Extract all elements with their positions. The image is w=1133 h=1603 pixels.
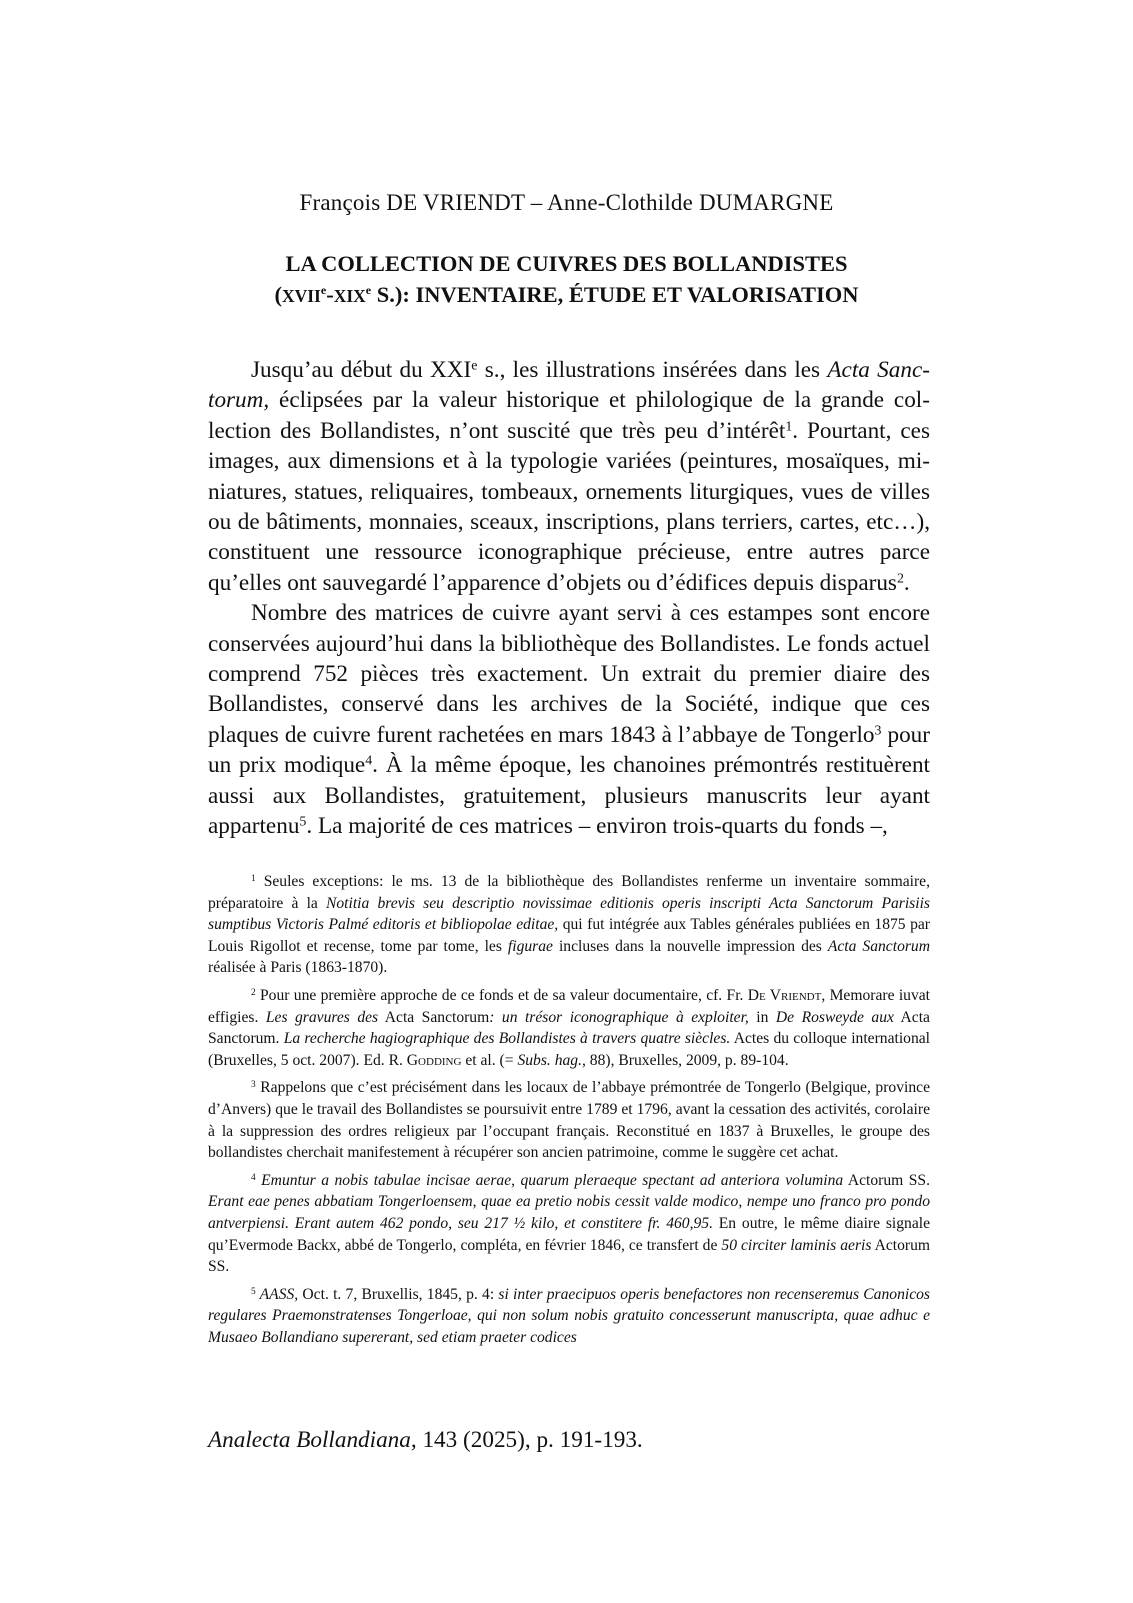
footnote-4: $^4$ Emuntur a nobis tabulae incisae aerae, quarum pleraeque spectant ad anteriora volumina Actorum SS. Erant eae penes abbatiam Tongerloensem, quae ea pretio nobis cessit valde modico, nempe uno franco pro pondo antverpiensi. Erant autem 462 pondo, seu 217 ½ kilo, et constitere fr. 460,95. En outre, le même diaire signale qu’Evermode Backx, abbé de Tongerlo, compléta, en février 1846, ce transfert de 50 circiter laminis aeris Actorum SS. [208,1171,930,1276]
footnote-3: $^3$ Rappelons que c’est précisément dans les locaux de l’abbaye prémontrée de Tongerlo (Belgique, province d’Anvers) que le travail des Bollandistes se poursuivit entre 1789 et 1796, avant la cessation des activités, corolaire à la suppression des ordres religieux par l’occupant français. Reconstitué en 1837 à Bruxelles, le groupe des bollandistes cherchait manifestement à récupérer son ancien patrimoine, comme le suggère cet achat. [208,1079,930,1162]
article-body [208,355,930,842]
footnote-ref-2[interactable]: 2 [896,571,904,587]
footnote-2: $^2$ Pour une première approche de ce fonds et de sa valeur documentaire, cf. Fr. De Vriendt, Memorare iuvat effigies. Les gravures des Acta Sanctorum: un trésor iconographique à exploiter, in De Rosweyde aux Acta Sanctorum. La recherche hagiographique des Bollandistes à travers quatre siècles. Actes du colloque international (Bruxelles, 5 oct. 2007). Ed. R. Godding et al. (= Subs. hag., 88), Bruxelles, 2009, p. 89-104. [208,986,931,1069]
journal-name: Analecta Bollandiana, [208,1427,417,1453]
journal-volume-pages: 143 (2025), p. 191-193. [416,1427,643,1453]
footnotes [208,871,930,1354]
footnote-ref-5[interactable]: 5 [299,814,307,830]
paragraph-2: Nombre des matrices de cuivre ayant servi à ces estampes sont encore conservées aujourd’hui dans la bibliothèque des Bollandistes. Le fonds actuel comprend 752 pièces très exactement. Un extrait du premier diaire des Bollandistes, conservé dans les archives de la Société, indique que ces plaques de cuivre furent rachetées en mars 1843 à l’abbaye de Tongerlo$^3$ pour un prix modique$^4$. À la même époque, les chanoines prémontrés restituèrent aussi aux Bollandistes, gratuitement, plusieurs manuscrits leur ayant appartenu$^5$. La majorité de ces matrices – environ trois-quarts du fonds –, [208,600,930,840]
journal-citation [208,1427,643,1454]
article-title [0,248,1133,312]
article-authors: François DE VRIENDT – Anne-Clothilde DUMARGNE [299,190,834,215]
footnote-ref-4[interactable]: 4 [365,753,373,769]
footnote-ref-3[interactable]: 3 [874,723,882,739]
footnote-ref-1[interactable]: 1 [785,419,793,435]
footnote-5: $^5$ AASS, Oct. t. 7, Bruxellis, 1845, p. 4: si inter praecipuos operis benefactores non recenseremus Canonicos regulares Praemonstratenses Tongerloae, qui non solum nobis gratuito concesserunt manuscripta, quae adhuc e Musaeo Bollandiano supererant, sed etiam praeter codices [208,1285,930,1346]
footnote-1: $^1$ Seules exceptions: le ms. 13 de la bibliothèque des Bollandistes renferme un inventaire sommaire, préparatoire à la Notitia brevis seu descriptio novissimae editionis operis inscripti Acta Sanctorum Parisiis sumptibus Victoris Palmé editoris et bibliopolae editae, qui fut intégrée aux Tables générales publiées en 1875 par Louis Rigollot et recense, tome par tome, les figurae incluses dans la nouvelle impression des Acta Sanctorum réalisée à Paris (1863-1870). [208,873,930,977]
paragraph-1: Jusqu’au début du XXIe s., les illustrations insérées dans les Acta Sanctorum, éclipsées par la valeur historique et philologique de la grande collection des Bollandistes, n’ont suscité que très peu d’intérêt$^1$. Pourtant, ces images, aux dimensions et à la typologie variées (peintures, mosaïques, miniatures, statues, reliquaires, tombeaux, ornements liturgiques, vues de villes ou de bâtiments, monnaies, sceaux, inscriptions, plans terriers, cartes, etc…), constituent une ressource iconographique précieuse, entre autres parce qu’elles ont sauvegardé l’apparence d’objets ou d’édifices depuis disparus$^2$. [208,357,930,596]
title-line-2: (XVIIe-XIXe S.): INVENTAIRE, ÉTUDE ET VALORISATION [274,282,859,307]
title-line-1: LA COLLECTION DE CUIVRES DES BOLLANDISTES [285,251,848,276]
